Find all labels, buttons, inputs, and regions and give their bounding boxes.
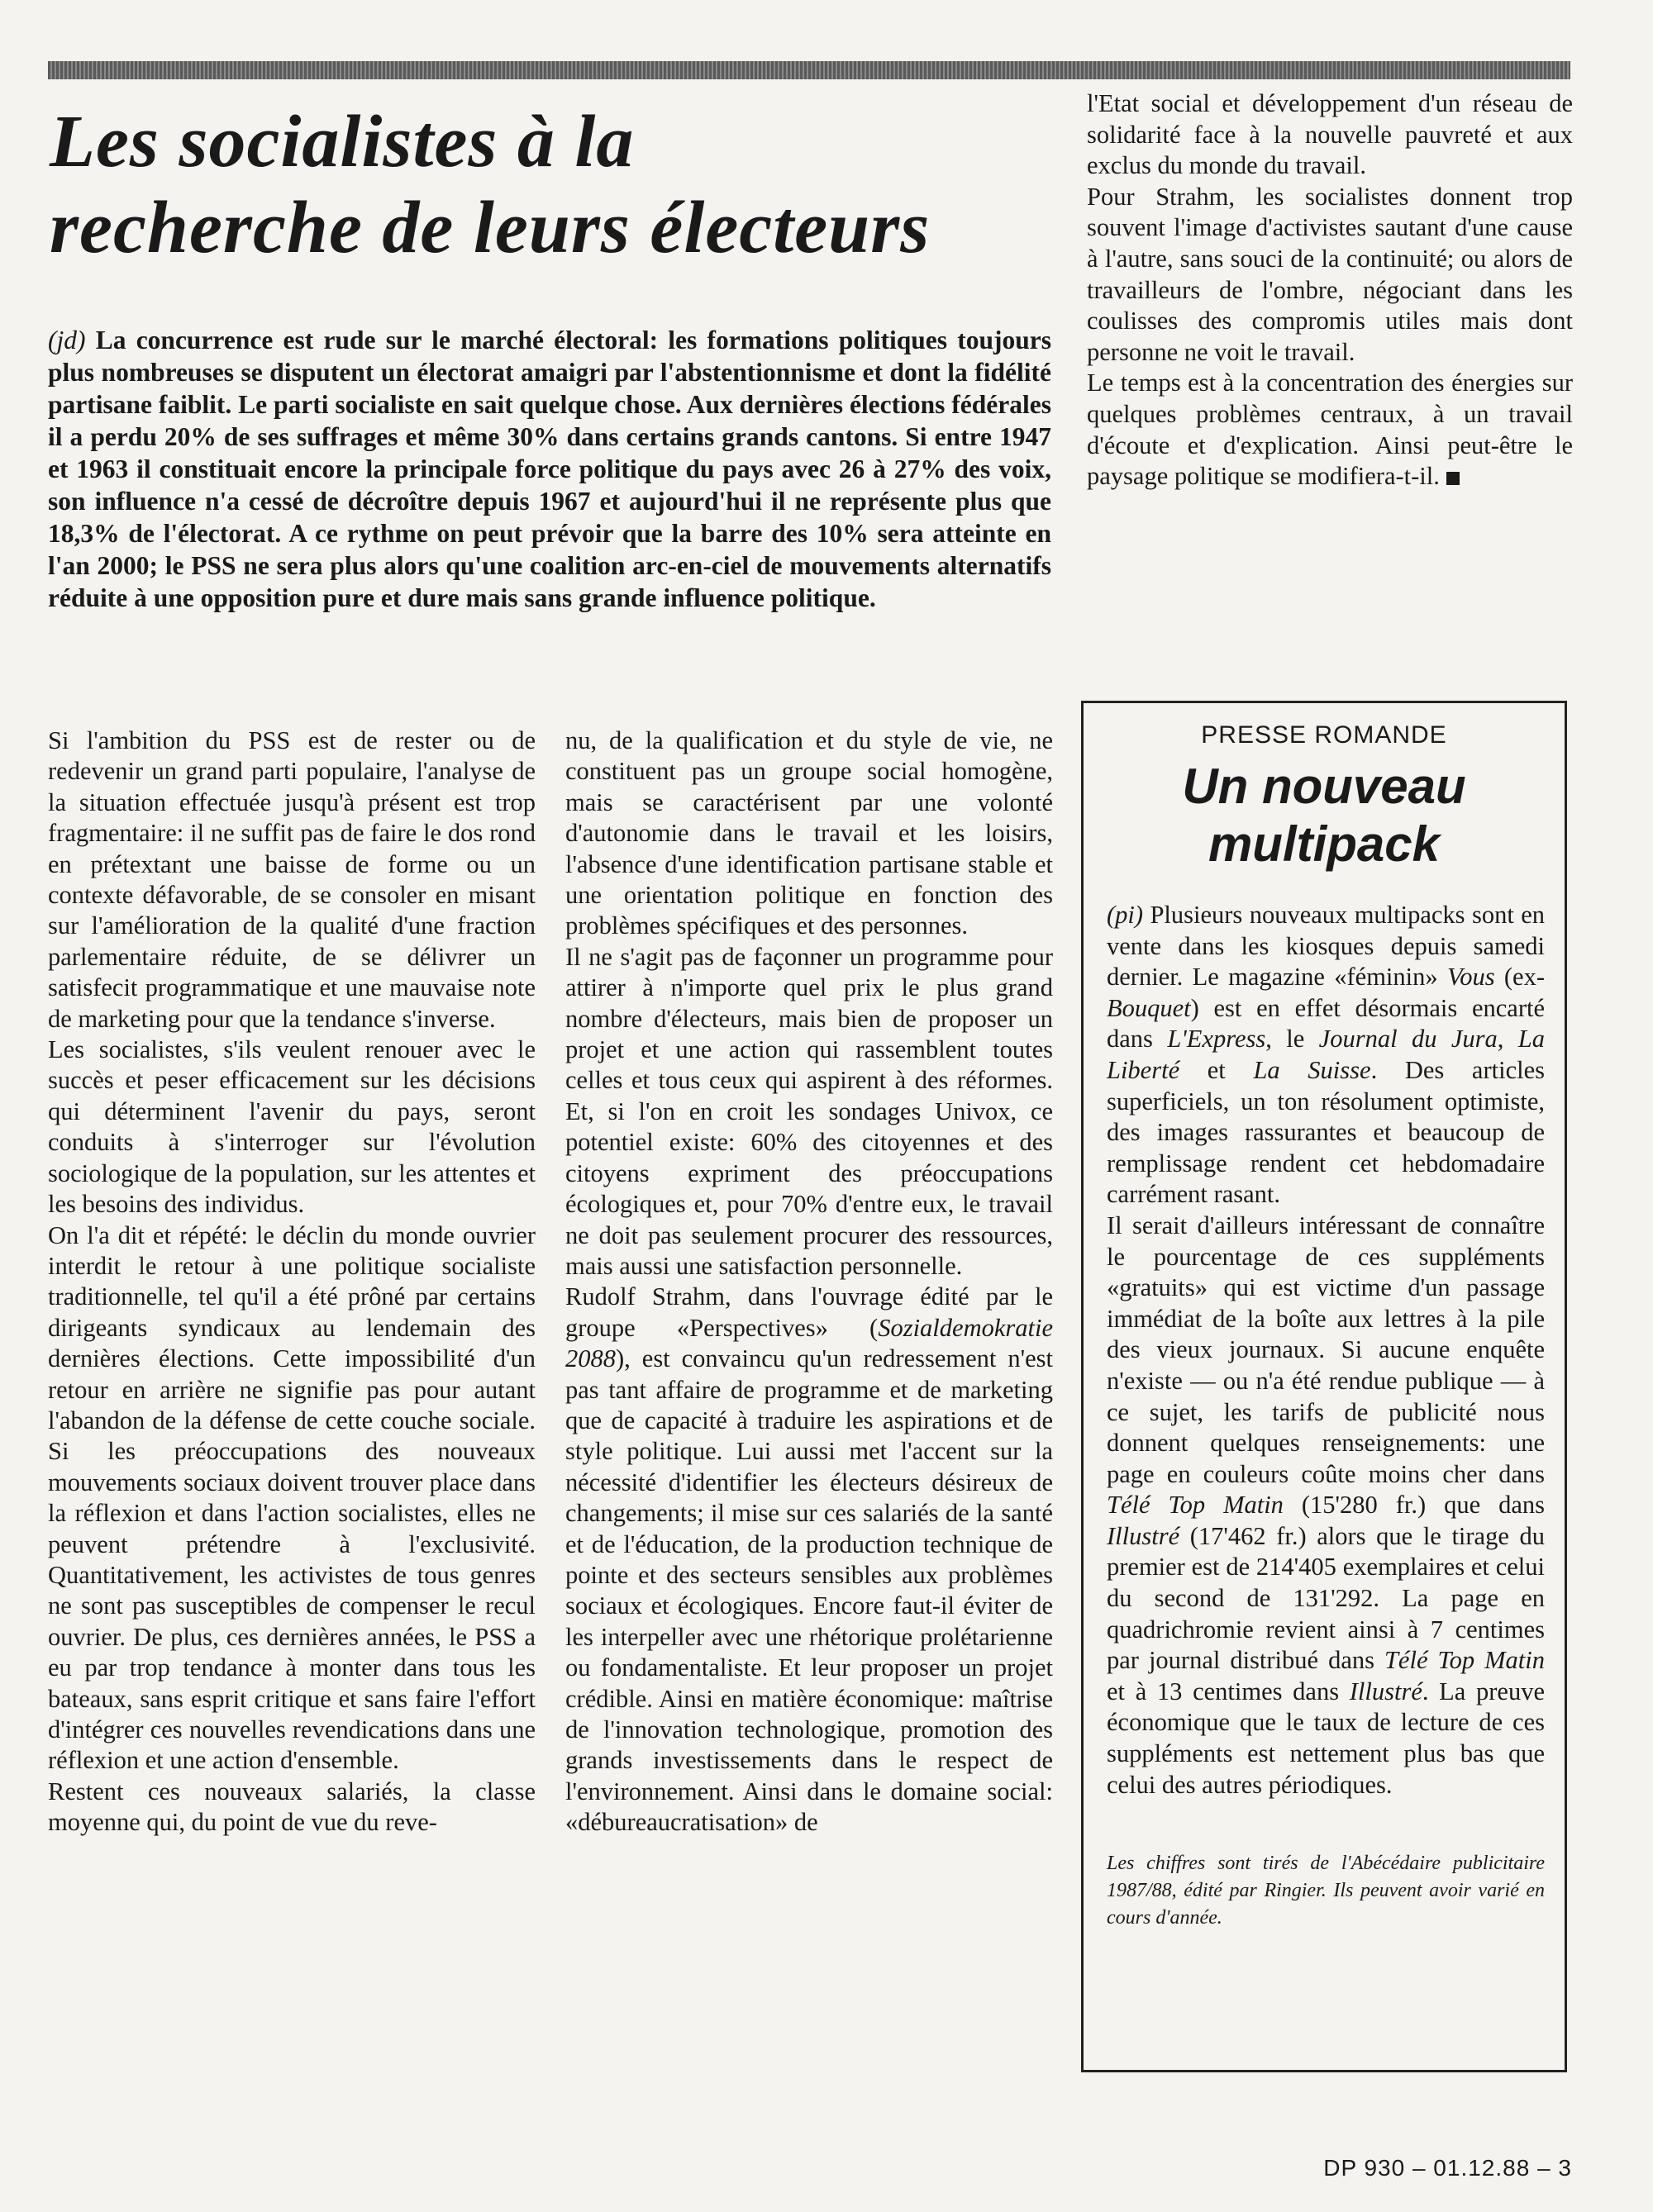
sidebar-author-tag: (pi) bbox=[1107, 901, 1144, 929]
article-lead bbox=[48, 324, 1051, 614]
article-column-1 bbox=[48, 725, 536, 1839]
sidebar-note-paragraph bbox=[1107, 1850, 1545, 1932]
column-1-paragraph: Les socialistes, s'ils veulent renouer avec le succès et peser efficacement sur les décisions qui déterminent l'avenir du pays, seront conduits à s'interroger sur l'évolution sociologique de la population, sur les attentes et les besoins des individus. bbox=[48, 1035, 536, 1219]
text-run: (ex- bbox=[1494, 963, 1545, 992]
publication-name: Vous bbox=[1446, 963, 1495, 992]
column-3-paragraph: l'Etat social et développement d'un réseau de solidarité face à la nouvelle pauvreté et aux exclus du monde du travail. bbox=[1087, 89, 1573, 180]
article-column-3 bbox=[1087, 88, 1573, 492]
publication-name: La Liberté bbox=[1107, 1025, 1546, 1084]
column-1-paragraph: On l'a dit et répété: le déclin du monde ouvrier interdit le retour à une politique socialiste traditionnelle, tel qu'il a été prôné par certains dirigeants syndicaux au lendemain des dernières élections. Cette impossibilité d'un retour en arrière ne signifie pas pour autant l'abandon de la défense de cette couche sociale. Si les préoccupations des nouveaux mouvements sociaux doivent trouver place dans la réflexion et dans l'action socialistes, elles ne peuvent prétendre à l'exclusivité. Quantitativement, les activistes de tous genres ne sont pas susceptibles de compenser le recul ouvrier. De plus, ces dernières années, le PSS a eu par trop tendance à monter dans tous les bateaux, sans esprit critique et sans faire l'effort d'intégrer ces nouvelles revendications dans une réflexion et une action d'ensemble. bbox=[48, 1220, 536, 1775]
book-title: Abécédaire publicitaire 1987/88 bbox=[1107, 1853, 1545, 1901]
lead-text: La concurrence est rude sur le marché électoral: les formations politiques toujours plus nombreuses se disputent un électorat amaigri par l'abstentionnisme et dont la fidélité partisane faiblit. Le parti socialiste en sait quelque chose. Aux dernières élections fédérales il a perdu 20% de ses suffrages et même 30% dans certains grands cantons. Si entre 1947 et 1963 il constituait encore la principale force politique du pays avec 26 à 27% des voix, son influence n'a cessé de décroître depuis 1967 et aujourd'hui il ne représente plus que 18,3% de l'électorat. A ce rythme on peut prévoir que la barre des 10% sera atteinte en l'an 2000; le PSS ne sera plus alors qu'une coalition arc-en-ciel de mouvements alternatifs réduite à une opposition pure et dure mais sans grande influence politique. bbox=[48, 326, 1051, 612]
lead-author-tag: (jd) bbox=[48, 326, 86, 354]
text-run: et à 13 centimes dans bbox=[1107, 1677, 1350, 1705]
text-run: Les chiffres sont tirés de l' bbox=[1107, 1853, 1351, 1874]
text-run: , édité par Ringier. Ils peuvent avoir varié en cours d'année. bbox=[1107, 1880, 1545, 1929]
sidebar-title-line-1: Un nouveau bbox=[1182, 759, 1466, 814]
column-1-paragraph: Restent ces nouveaux salariés, la classe moyenne qui, du point de vue du reve- bbox=[48, 1777, 536, 1837]
column-2-paragraph: nu, de la qualification et du style de vie, ne constituent pas un groupe social homogène, mais se caractérisent par une volonté d'autonomie dans le travail et les loisirs, l'absence d'une identification partisane stable et une orientation politique en fonction des problèmes spécifiques et des personnes. bbox=[565, 726, 1053, 940]
sidebar-box bbox=[1081, 701, 1567, 2072]
book-title: Sozialdemokratie 2088 bbox=[565, 1313, 1053, 1373]
column-1-paragraph: Si l'ambition du PSS est de rester ou de redevenir un grand parti populaire, l'analyse de la situation effectuée jusqu'à présent est trop fragmentaire: il ne suffit pas de faire le dos rond en prétextant une baisse de forme ou un contexte défavorable, de se consoler en misant sur l'amélioration de la qualité d'une fraction parlementaire réduite, de se délivrer un satisfecit programmatique et une mauvaise note de marketing pour que la tendance s'inverse. bbox=[48, 726, 536, 1033]
sidebar-title-line-2: multipack bbox=[1208, 816, 1441, 872]
publication-name: Bouquet bbox=[1107, 993, 1191, 1022]
text-run: et bbox=[1179, 1055, 1254, 1084]
publication-name: L'Express bbox=[1167, 1025, 1266, 1054]
text-run: (17'462 fr.) alors que le tirage du premier est de 214'405 exemplaires et celui du second de 131'292. La page en quadrichromie revient ainsi à 7 centimes par journal distribué dans bbox=[1107, 1521, 1545, 1675]
publication-name: Journal du Jura bbox=[1318, 1025, 1498, 1054]
sidebar-paragraph bbox=[1107, 900, 1545, 1211]
publication-name: La Suisse bbox=[1253, 1055, 1371, 1084]
end-of-article-mark bbox=[1446, 472, 1460, 485]
column-3-paragraph bbox=[1087, 368, 1573, 492]
text-run: (15'280 fr.) que dans bbox=[1283, 1491, 1545, 1520]
text-run: Le temps est à la concentration des énergies sur quelques problèmes centraux, à un travail d'écoute et d'explication. Ainsi peut-être le paysage politique se modifiera-t-il. bbox=[1087, 369, 1573, 491]
text-run: , bbox=[1497, 1025, 1518, 1054]
article-column-2 bbox=[565, 725, 1053, 1839]
headline-line-1: Les socialistes à la bbox=[50, 101, 635, 183]
text-run: , le bbox=[1265, 1025, 1319, 1054]
text-run: . Des articles superficiels, un ton résolument optimiste, des images rassurantes et beaucoup de remplissage rendent cet hebdomadaire carrément rasant. bbox=[1107, 1055, 1545, 1209]
publication-name: Télé Top Matin bbox=[1384, 1646, 1545, 1675]
sidebar-source-note bbox=[1107, 1850, 1545, 1932]
headline-line-2: recherche de leurs électeurs bbox=[50, 187, 931, 269]
text-run: ) est en effet désormais encarté dans bbox=[1107, 993, 1545, 1054]
article-headline bbox=[50, 99, 1066, 271]
publication-name: Illustré bbox=[1349, 1677, 1422, 1705]
text-run: Il serait d'ailleurs intéressant de connaître le pourcentage de ces suppléments «gratuits» qui est victime d'un passage immédiat de la boîte aux lettres à la pile des vieux journaux. Si aucune enquête n'existe — ou n'a été rendue publique — à ce sujet, les tarifs de publicité nous donnent quelques renseignements: une page en couleurs coûte moins cher dans bbox=[1107, 1211, 1545, 1488]
column-3-paragraph: Pour Strahm, les socialistes donnent trop souvent l'image d'activistes sautant d'une cause à l'autre, sans souci de la continuité; ou alors de travailleurs de l'ombre, négociant dans les coulisses des compromis utiles mais dont personne ne voit le travail. bbox=[1087, 182, 1573, 366]
publication-name: Télé Top Matin bbox=[1107, 1491, 1284, 1520]
text-run: Plusieurs nouveaux multipacks sont en vente dans les kiosques depuis samedi dernier. Le magazine «féminin» bbox=[1107, 901, 1545, 992]
publication-name: Illustré bbox=[1107, 1521, 1180, 1550]
sidebar-paragraph bbox=[1107, 1211, 1545, 1801]
text-run: ), est convaincu qu'un redressement n'est pas tant affaire de programme et de marketing que de capacité à traduire les aspirations et de style politique. Lui aussi met l'accent sur la nécessité d'identifier les électeurs désireux de changements; il mise sur ces salariés de la santé et de l'éducation, de la production technique de pointe et des secteurs sensibles aux problèmes sociaux et écologiques. Encore faut-il éviter de les interpeller avec une rhétorique prolétarienne ou fondamentaliste. Et leur proposer un projet crédible. Ainsi en matière économique: maîtrise de l'innovation technologique, promotion des grands investissements dans le respect de l'environnement. Ainsi dans le domaine social: «débureaucratisation» de bbox=[565, 1344, 1053, 1837]
top-rule bbox=[48, 61, 1570, 79]
sidebar-title bbox=[1084, 758, 1565, 873]
sidebar-kicker: PRESSE ROMANDE bbox=[1201, 721, 1447, 749]
column-2-paragraph: Il ne s'agit pas de façonner un programme pour attirer à n'importe quel prix le plus grand nombre d'électeurs, mais bien de proposer un projet et une action qui rassemblent toutes celles et tous ceux qui aspirent à des réformes. Et, si l'on en croit les sondages Univox, ce potentiel existe: 60% des citoyennes et des citoyens expriment des préoccupations écologiques et, pour 70% d'entre eux, le travail ne doit pas seulement procurer des ressources, mais aussi une satisfaction personnelle. bbox=[565, 942, 1053, 1280]
column-2-paragraph bbox=[565, 1282, 1053, 1838]
text-run: Rudolf Strahm, dans l'ouvrage édité par le groupe «Perspectives» ( bbox=[565, 1282, 1053, 1342]
sidebar-body bbox=[1107, 900, 1545, 1801]
page-footer: DP 930 – 01.12.88 – 3 bbox=[1323, 2155, 1572, 2181]
text-run: . La preuve économique que le taux de lecture de ces suppléments est nettement plus bas que celui des autres périodiques. bbox=[1107, 1677, 1546, 1799]
